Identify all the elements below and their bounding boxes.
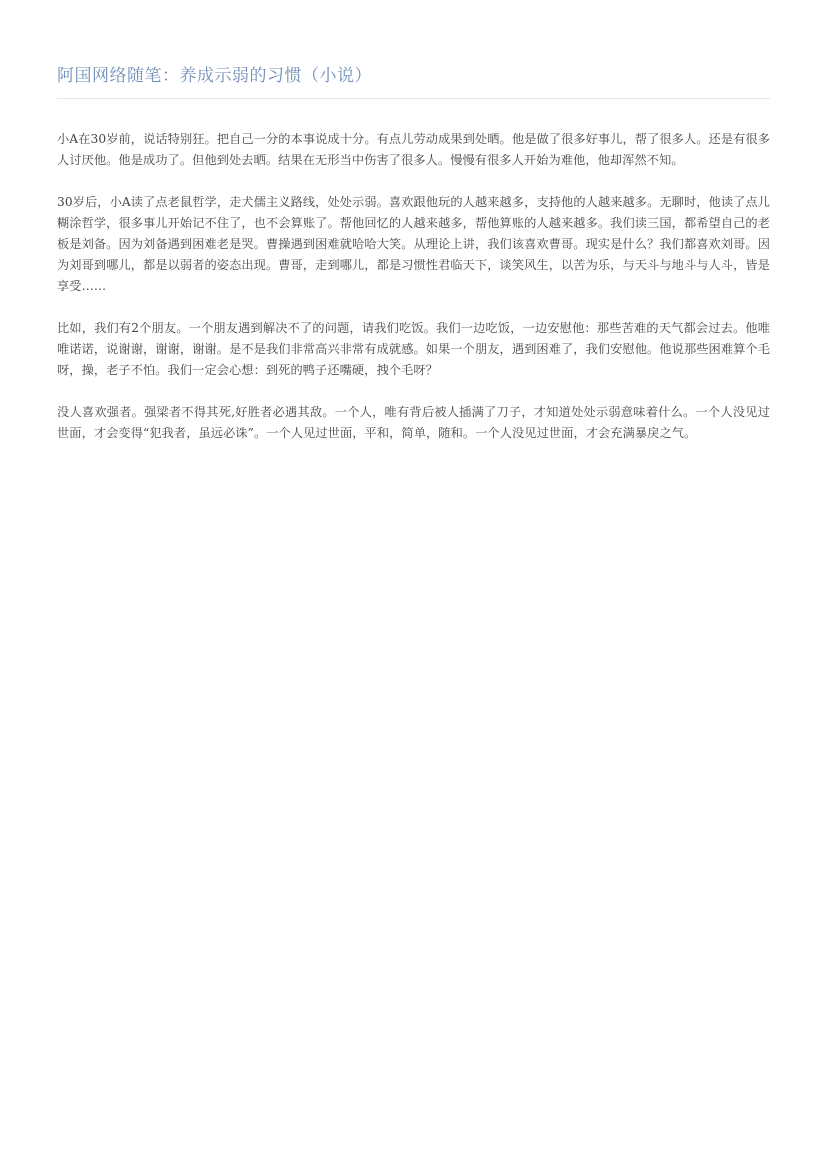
article-body — [57, 129, 770, 444]
paragraph-3: 比如，我们有2个朋友。一个朋友遇到解决不了的问题，请我们吃饭。我们一边吃饭，一边安慰他：那些苦难的天气都会过去。他唯唯诺诺，说谢谢，谢谢，谢谢。是不是我们非常高兴非常有成就感。如果一个朋友，遇到困难了，我们安慰他。他说那些困难算个毛呀，操，老子不怕。我们一定会心想：到死的鸭子还嘴硬，拽个毛呀？ — [57, 321, 770, 377]
paragraph-1: 小A在30岁前，说话特别狂。把自己一分的本事说成十分。有点儿劳动成果到处晒。他是做了很多好事儿，帮了很多人。还是有很多人讨厌他。他是成功了。但他到处去晒。结果在无形当中伤害了很多人。慢慢有很多人开始为难他，他却浑然不知。 — [57, 132, 770, 167]
paragraph-4: 没人喜欢强者。强梁者不得其死,好胜者必遇其敌。一个人，唯有背后被人插满了刀子，才知道处处示弱意味着什么。一个人没见过世面，才会变得“犯我者，虽远必诛”。一个人见过世面，平和，简单，随和。一个人没见过世面，才会充满暴戾之气。 — [57, 405, 770, 440]
title-divider — [57, 98, 770, 99]
paragraph-2: 30岁后，小A读了点老鼠哲学，走犬儒主义路线，处处示弱。喜欢跟他玩的人越来越多，支持他的人越来越多。无聊时，他读了点儿糊涂哲学，很多事儿开始记不住了，也不会算账了。帮他回忆的人越来越多，帮他算账的人越来越多。我们读三国，都希望自己的老板是刘备。因为刘备遇到困难老是哭。曹操遇到困难就哈哈大笑。从理论上讲，我们该喜欢曹哥。现实是什么？我们都喜欢刘哥。因为刘哥到哪儿，都是以弱者的姿态出现。曹哥，走到哪儿，都是习惯性君临天下，谈笑风生，以苦为乐，与天斗与地斗与人斗，皆是享受…… — [57, 195, 770, 293]
article — [57, 0, 770, 465]
article-title: 阿国网络随笔：养成示弱的习惯（小说） — [57, 66, 372, 86]
